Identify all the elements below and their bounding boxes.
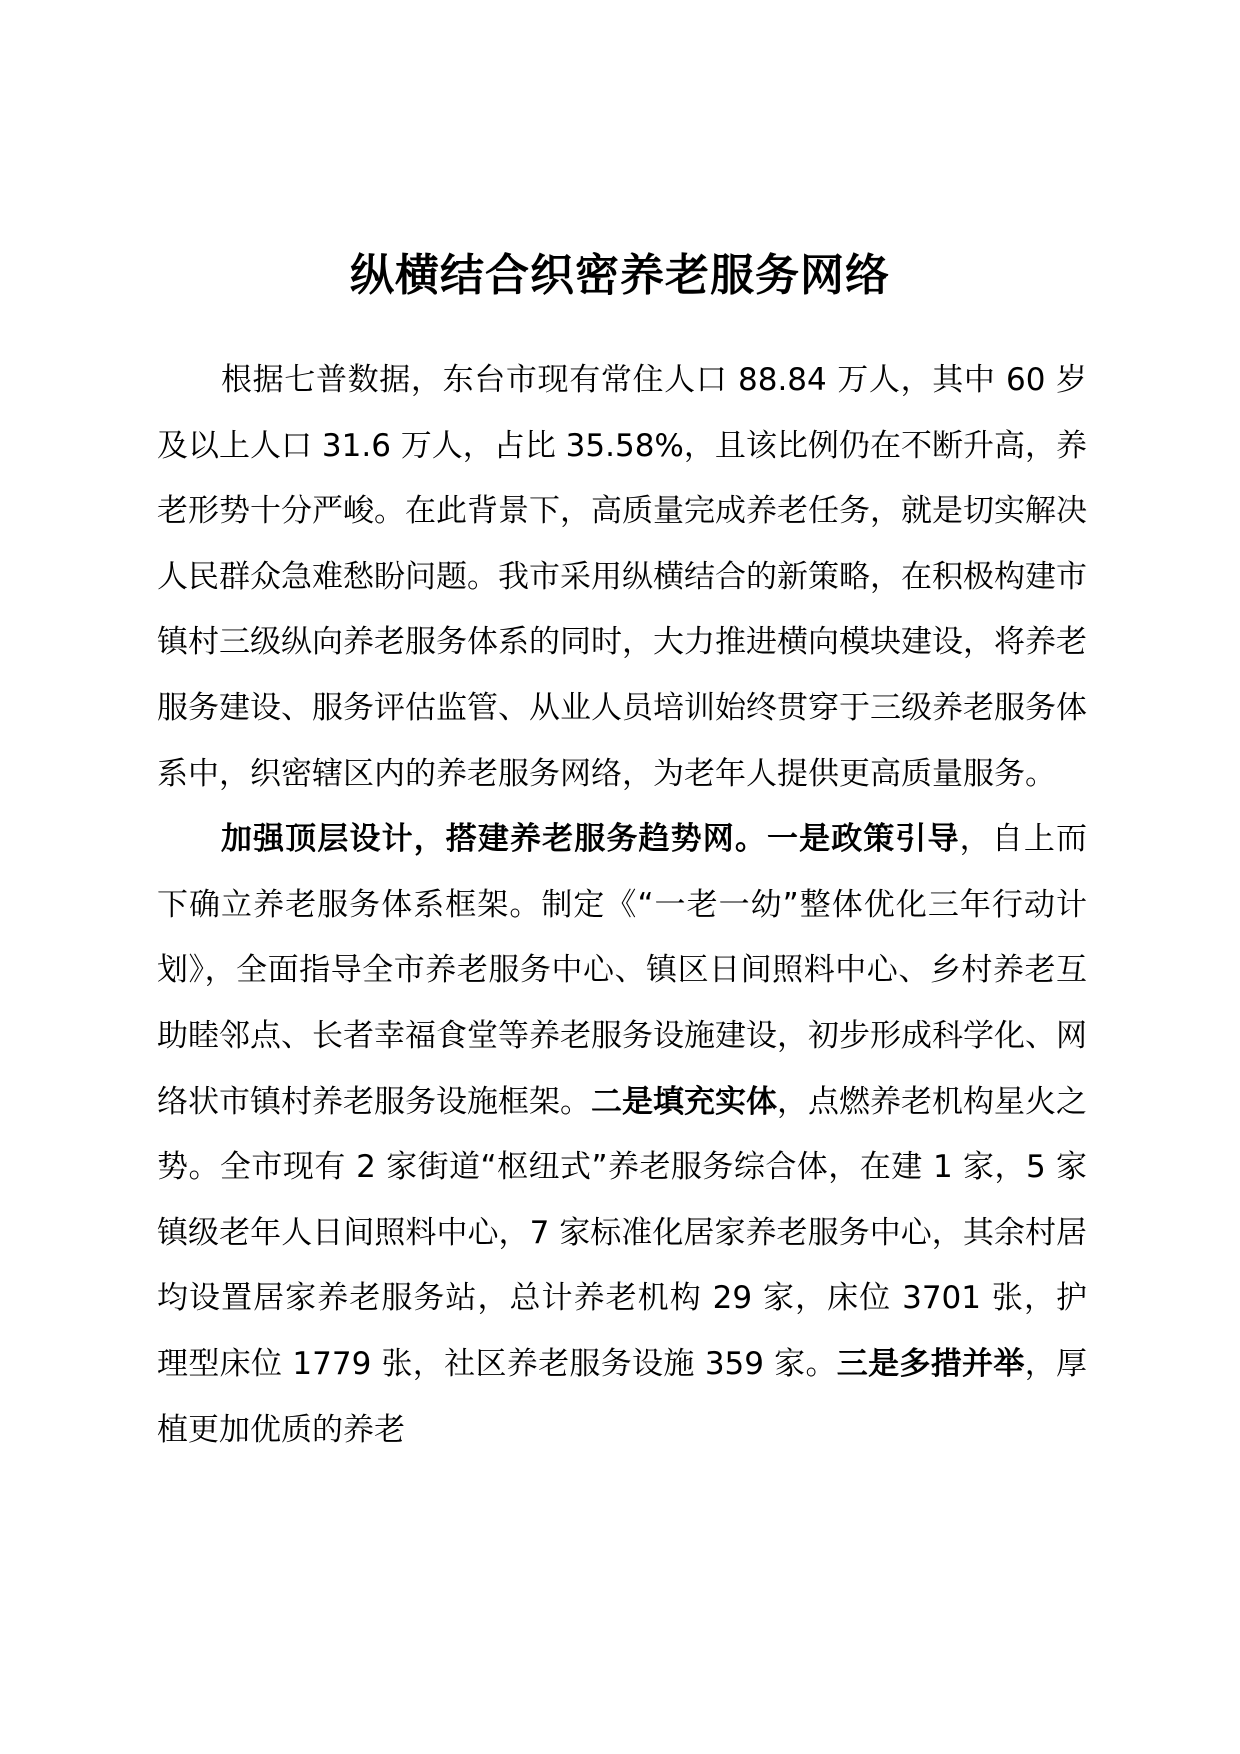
point-heading-two: 二是填充实体 (591, 1083, 777, 1120)
paragraph-top-level-design (157, 807, 1087, 1463)
paragraph-text: ，厚植更加优质的养老 (157, 1345, 1088, 1448)
section-heading: 加强顶层设计，搭建养老服务趋势网。一是政策引导 (221, 821, 960, 858)
paragraph-text: 根据七普数据，东台市现有常住人口 88.84 万人，其中 60 岁及以上人口 31.6 万人，占比 35.58%，且该比例仍在不断升高，养老形势十分严峻。在此背景下，高质量完成养老任务，就是切实解决人民群众急难愁盼问题。我市采用纵横结合的新策略，在积极构建市镇村三级纵向养老服务体系的同时，大力推进横向模块建设，将养老服务建设、服务评估监管、从业人员培训始终贯穿于三级养老服务体系中，织密辖区内的养老服务网络，为老年人提供更高质量服务。 (157, 362, 1087, 792)
paragraph-text: ，自上而下确立养老服务体系框架。制定《“一老一幼”整体优化三年行动计划》，全面指导全市养老服务中心、镇区日间照料中心、乡村养老互助睦邻点、长者幸福食堂等养老服务设施建设，初步形成科学化、网络状市镇村养老服务设施框架。 (157, 821, 1088, 1120)
document-title: 纵横结合织密养老服务网络 (350, 250, 890, 301)
paragraph-intro (157, 348, 1087, 807)
document-body (157, 348, 1087, 1463)
point-heading-three: 三是多措并举 (836, 1345, 1025, 1382)
paragraph-text: ，点燃养老机构星火之势。全市现有 2 家街道“枢纽式”养老服务综合体，在建 1 家，5 家镇级老年人日间照料中心，7 家标准化居家养老服务中心，其余村居均设置居家养老服务站，总计养老机构 29 家，床位 3701 张，护理型床位 1779 张，社区养老服务设施 359 家。 (157, 1083, 1087, 1382)
